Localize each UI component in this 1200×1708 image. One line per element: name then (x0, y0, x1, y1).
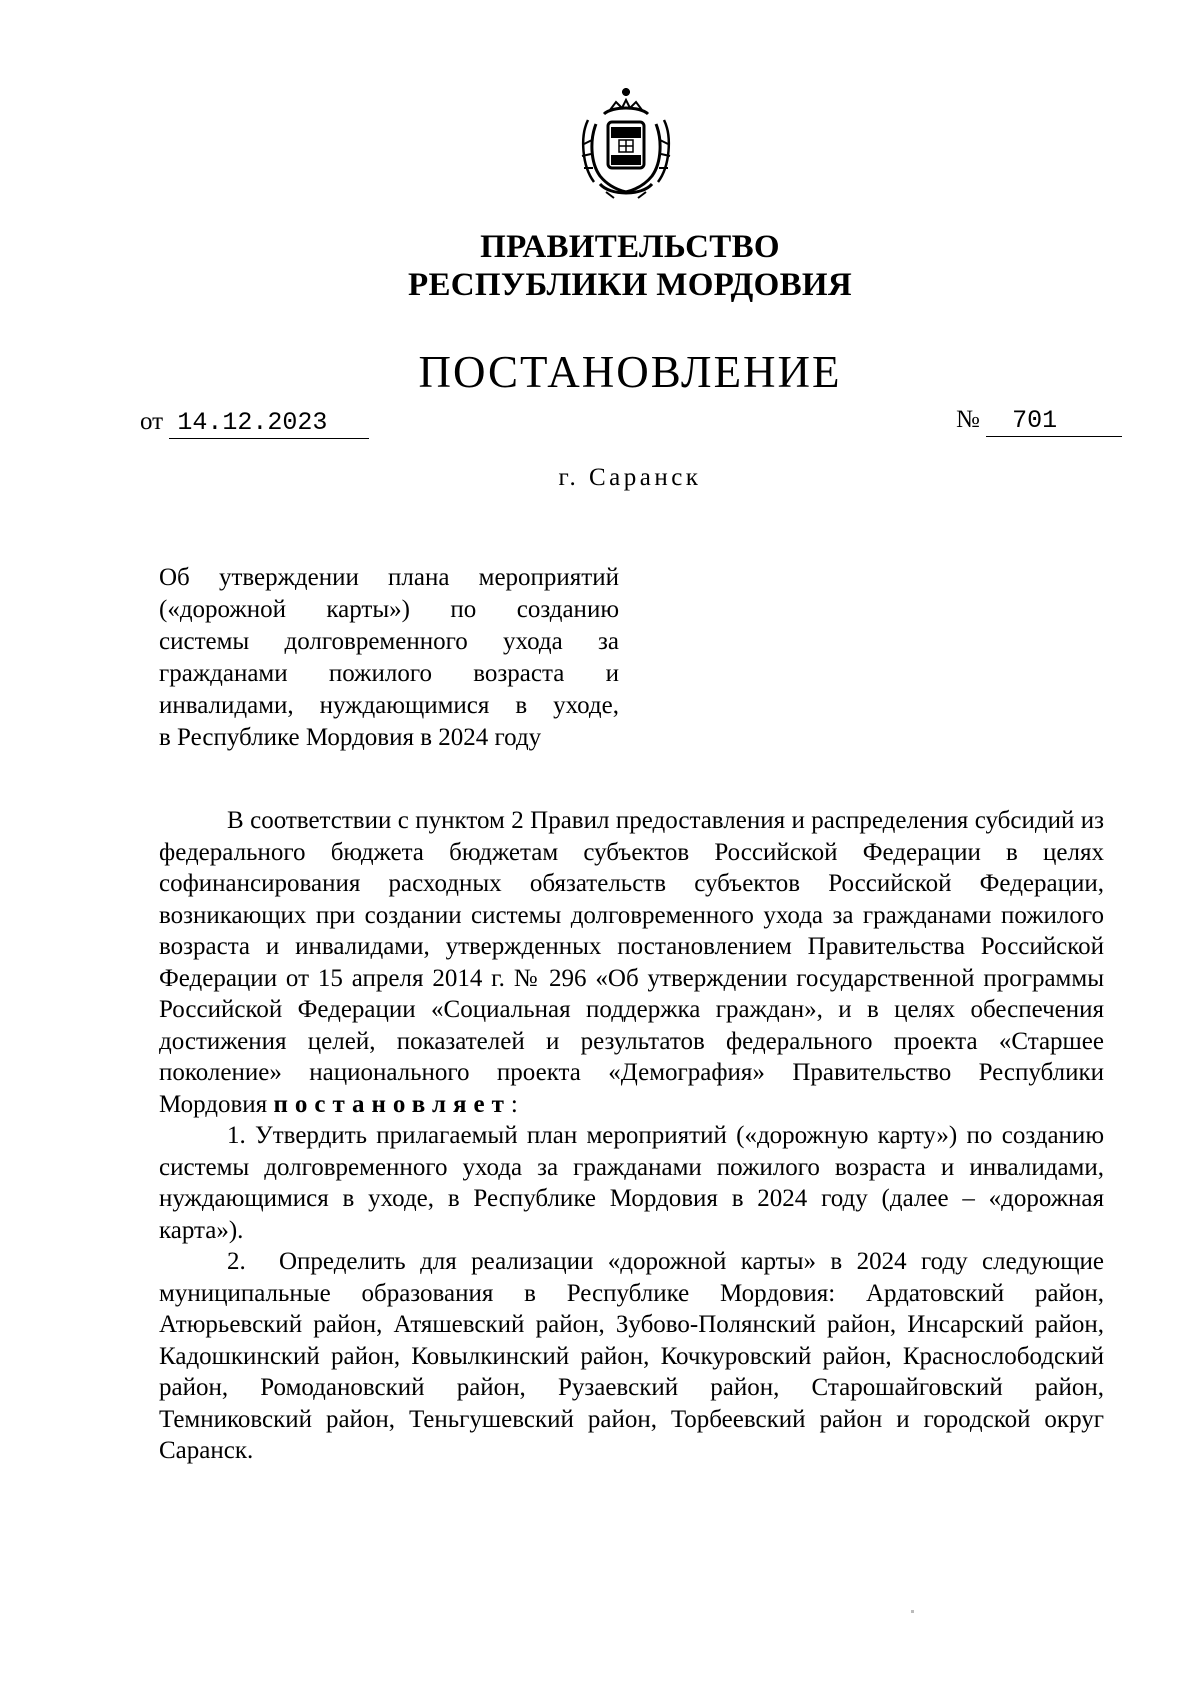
document-number: 701 (986, 406, 1122, 437)
subject-line: («дорожной карты») по созданию (159, 596, 619, 623)
document-body (159, 805, 1104, 1467)
item-2-paragraph (159, 1246, 1104, 1467)
subject-line: в Республике Мордовия в 2024 году (159, 724, 542, 751)
subject-line: гражданами пожилого возраста и (159, 660, 619, 687)
preamble-paragraph (159, 805, 1104, 1120)
item-1-paragraph: 1. Утвердить прилагаемый план мероприятий («дорожную карту») по созданию системы долговременного ухода за гражданами пожилого возраста и инвалидами, нуждающимися в уходе, в Республике Мордовия в 2024 году (далее – «дорожная карта»). (159, 1122, 1104, 1244)
government-title-line1: ПРАВИТЕЛЬСТВО (480, 229, 780, 265)
city-line: г. Саранск (558, 464, 702, 491)
government-title-line2: РЕСПУБЛИКИ МОРДОВИЯ (407, 267, 852, 303)
item-2-number: 2. (227, 1248, 246, 1275)
number-field (956, 406, 1122, 437)
date-field (140, 408, 369, 439)
government-title (0, 228, 1200, 304)
document-subject (159, 562, 619, 754)
number-prefix: № (956, 406, 980, 433)
document-date: 14.12.2023 (169, 408, 369, 439)
subject-line: инвалидами, нуждающимися в уходе, (159, 692, 619, 719)
subject-line: Об утверждении плана мероприятий (159, 564, 619, 591)
date-prefix: от (140, 408, 164, 435)
coat-of-arms-emblem (570, 84, 682, 204)
scan-speck (911, 1610, 914, 1613)
item-2-text: Определить для реализации «дорожной карты» в 2024 году следующие муниципальные образования в Республике Мордовия: Ардатовский район, Атюрьевский район, Атяшевский район, Зубово-Полянский район, Инсарский район, Кадошкинский район, Ковылкинский район, Кочкуровский район, Краснослободский район, Ромодановский район, Рузаевский район, Старошайговский район, Темниковский район, Теньгушевский район, Торбеевский район и городской округ Саранск. (159, 1248, 1104, 1464)
preamble-text: В соответствии с пунктом 2 Правил предоставления и распределения субсидий из федерального бюджета бюджетам субъектов Российской Федерации в целях софинансирования расходных обязательств субъектов Российской Федерации, возникающих при создании системы долговременного ухода за гражданами пожилого возраста и инвалидами, утвержденных постановлением Правительства Российской Федерации от 15 апреля 2014 г. № 296 «Об утверждении государственной программы Российской Федерации «Социальная поддержка граждан», и в целях обеспечения достижения целей, показателей и результатов федерального проекта «Старшее поколение» национального проекта «Демография» Правительство Республики Мордовия (159, 807, 1104, 1118)
subject-line: системы долговременного ухода за (159, 628, 619, 655)
decree-word: постановляет (273, 1090, 511, 1118)
document-type-title: ПОСТАНОВЛЕНИЕ (418, 347, 842, 397)
decree-colon: : (510, 1090, 518, 1118)
